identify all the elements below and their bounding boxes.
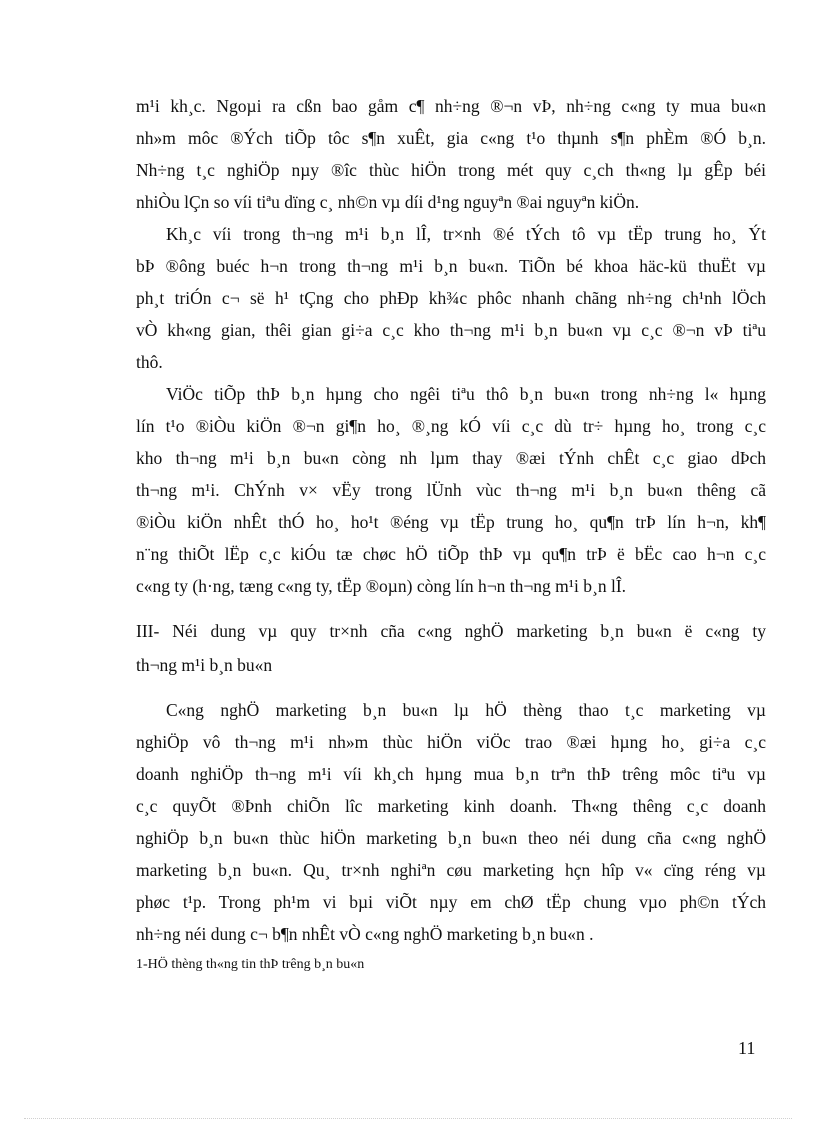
paragraph-4: [136, 694, 766, 950]
sub-heading: 1-HÖ thèng th«ng tin thÞ trêng b¸n bu«n: [136, 957, 365, 972]
text-line: lín t¹o ®iÒu kiÖn ®¬n gi¶n ho¸ ®¸ng kÓ víi c¸c dù tr÷ hµng ho¸ trong c¸c: [136, 416, 766, 436]
text-line: phøc t¹p. Trong ph¹m vi bµi viÕt nµy em chØ tËp chung vµo ph©n tÝch: [136, 892, 766, 912]
text-line: ViÖc tiÕp thÞ b¸n hµng cho ngêi tiªu thô b¸n bu«n trong nh÷ng l« hµng: [166, 384, 766, 404]
section-heading-line: th¬ng m¹i b¸n bu«n: [136, 655, 273, 675]
text-line: m¹i kh¸c. Ngoµi ra cßn bao gåm c¶ nh÷ng ®¬n vÞ, nh÷ng c«ng ty mua bu«n: [136, 96, 766, 116]
text-line: c¸c quyÕt ®Þnh chiÕn lîc marketing kinh doanh. Th«ng thêng c¸c doanh: [136, 796, 766, 816]
section-heading: [136, 614, 766, 682]
text-line: C«ng nghÖ marketing b¸n bu«n lµ hÖ thèng thao t¸c marketing vµ: [166, 700, 766, 720]
text-line: th¬ng m¹i. ChÝnh v× vËy trong lÜnh vùc th¬ng m¹i b¸n bu«n thêng cã: [136, 480, 766, 500]
footer-divider: [24, 1118, 792, 1119]
text-line: n¨ng thiÕt lËp c¸c kiÓu tæ chøc hÖ tiÕp thÞ vµ qu¶n trÞ ë bËc cao h¬n c¸c: [136, 544, 766, 564]
spacer: [136, 682, 766, 694]
text-line: nhiÒu lÇn so víi tiªu dïng c¸ nh©n vµ díi d¹ng nguyªn ®ai nguyªn kiÖn.: [136, 192, 640, 212]
text-line: vÒ kh«ng gian, thêi gian gi÷a c¸c kho th¬ng m¹i b¸n bu«n vµ c¸c ®¬n vÞ tiªu: [136, 320, 766, 340]
text-line: Nh÷ng t¸c nghiÖp nµy ®îc thùc hiÖn trong mét quy c¸ch th«ng lµ gÊp béi: [136, 160, 766, 180]
spacer: [136, 602, 766, 614]
text-line: nh÷ng néi dung c¬ b¶n nhÊt vÒ c«ng nghÖ marketing b¸n bu«n .: [136, 924, 594, 944]
text-line: marketing b¸n bu«n. Qu¸ tr×nh nghiªn cøu marketing hçn hîp v« cïng réng vµ: [136, 860, 766, 880]
text-line: Kh¸c víi trong th¬ng m¹i b¸n lÎ, tr×nh ®é tÝch tô vµ tËp trung ho¸ Ýt: [166, 224, 766, 244]
text-line: thô.: [136, 352, 163, 372]
text-line: nh»m môc ®Ých tiÕp tôc s¶n xuÊt, gia c«ng t¹o thµnh s¶n phÈm ®Ó b¸n.: [136, 128, 766, 148]
text-line: c«ng ty (h·ng, tæng c«ng ty, tËp ®oµn) còng lín h¬n th¬ng m¹i b¸n lÎ.: [136, 576, 627, 596]
section-heading-line: III- Néi dung vµ quy tr×nh cña c«ng nghÖ marketing b¸n bu«n ë c«ng ty: [136, 621, 766, 641]
paragraph-2: [136, 218, 766, 378]
document-body: [136, 90, 766, 980]
text-line: ph¸t triÓn c¬ së h¹ tÇng cho phÐp kh¾c phôc nhanh chãng nh÷ng ch¹nh lÖch: [136, 288, 766, 308]
text-line: nghiÖp b¸n bu«n thùc hiÖn marketing b¸n bu«n theo néi dung cña c«ng nghÖ: [136, 828, 766, 848]
text-line: doanh nghiÖp th¬ng m¹i víi kh¸ch hµng mua b¸n trªn thÞ trêng môc tiªu vµ: [136, 764, 766, 784]
text-line: kho th¬ng m¹i b¸n bu«n còng nh lµm thay ®æi tÝnh chÊt c¸c giao dÞch: [136, 448, 766, 468]
text-line: nghiÖp vô th¬ng m¹i nh»m thùc hiÖn viÖc trao ®æi hµng ho¸ gi÷a c¸c: [136, 732, 766, 752]
paragraph-1: [136, 90, 766, 218]
text-line: ®iÒu kiÖn nhÊt thÓ ho¸ ho¹t ®éng vµ tËp trung ho¸ qu¶n trÞ lín h¬n, kh¶: [136, 512, 766, 532]
paragraph-3: [136, 378, 766, 602]
page-number: 11: [738, 1038, 756, 1058]
text-line: bÞ ®ông buéc h¬n trong th¬ng m¹i b¸n bu«n. TiÕn bé khoa häc-kü thuËt vµ: [136, 256, 766, 276]
